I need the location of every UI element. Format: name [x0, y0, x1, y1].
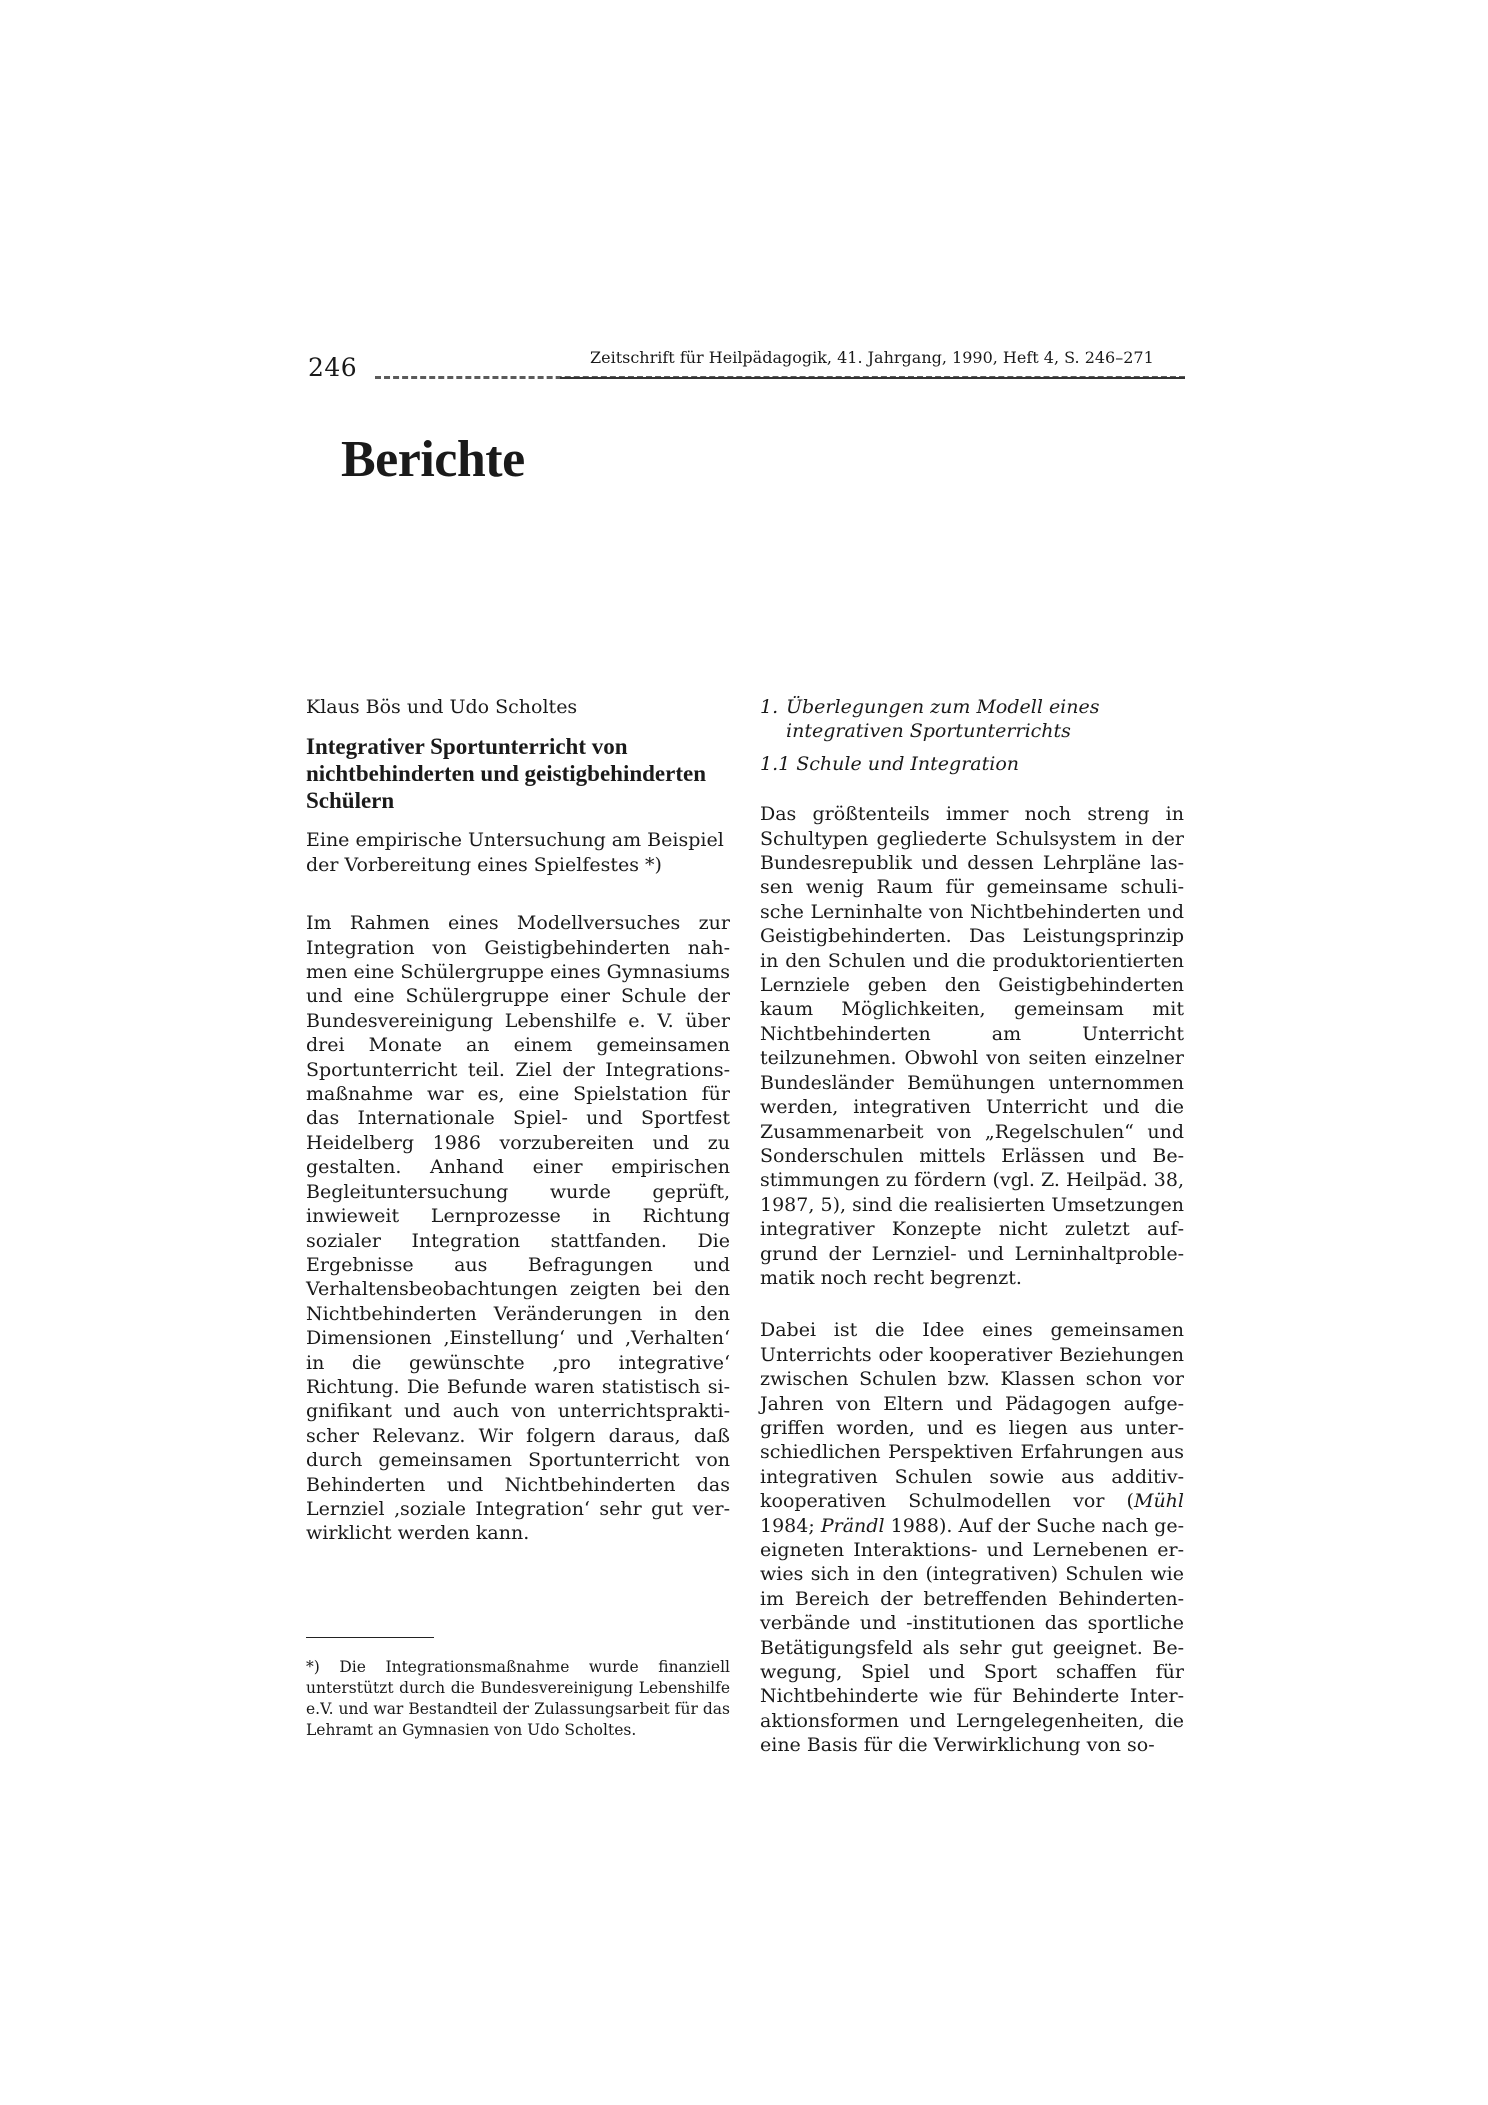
article-subtitle: Eine empirische Untersuchung am Beispiel der Vorbereitung eines Spielfestes *)	[306, 829, 724, 876]
body-paragraph-2	[760, 1318, 1184, 1757]
right-column	[760, 695, 1184, 1758]
heading-1-text: Überlegungen zum Modell eines integrativen Sportunterrichts	[786, 696, 1100, 743]
para2-part-a: Dabei ist die Idee eines gemeinsamen Unterrichts oder kooperativer Beziehungen zwischen Schulen bzw. Klassen schon vor Jahren von Eltern und Pädagogen aufgegriffen worden, und es liegen aus unterschiedlichen Perspektiven Erfahrungen aus integrativen Schulen sowie aus additiv-kooperativen Schulmodellen vor (	[760, 1319, 1184, 1513]
left-column	[306, 695, 730, 1546]
footnote: *) Die Integrationsmaßnahme wurde finanziell unterstützt durch die Bundesvereinigung Lebenshilfe e.V. und war Bestandteil der Zulassungsarbeit für das Lehramt an Gymnasien von Udo Scholtes.	[306, 1658, 730, 1739]
page-number: 246	[308, 353, 358, 382]
article-authors: Klaus Bös und Udo Scholtes	[306, 696, 578, 718]
citation-praendl: Prändl	[820, 1514, 885, 1537]
para2-part-c: 1988). Auf der Suche nach geeigneten Interaktions- und Lernebenen erwies sich in den (integrativen) Schulen wie im Bereich der betreffenden Behindertenverbände und -institutionen das sportliche Betätigungsfeld als sehr gut geeignet. Bewegung, Spiel und Sport schaffen für Nichtbehinderte wie für Behinderte Interaktionsformen und Lerngelegenheiten, die eine Basis für die Verwirklichung von so-	[760, 1514, 1185, 1757]
heading-1	[760, 695, 1184, 744]
journal-citation: Zeitschrift für Heilpädagogik, 41. Jahrgang, 1990, Heft 4, S. 246–271	[590, 348, 1154, 367]
header-rule-solid	[560, 377, 1185, 379]
article-title: Integrativer Sportunterricht von nichtbehinderten und geistigbehinderten Schülern	[306, 734, 706, 814]
heading-1-number: 1.	[760, 696, 779, 718]
para2-part-b: 1984;	[760, 1514, 821, 1537]
section-title: Berichte	[341, 431, 525, 488]
abstract-paragraph: Im Rahmen eines Modellversuches zur Integration von Geistigbehinderten nahmen eine Schülergruppe eines Gymnasiums und eine Schülergruppe einer Schule der Bundesvereinigung Lebenshilfe e. V. über drei Monate an einem gemeinsamen Sportunterricht teil. Ziel der Integrationsmaßnahme war es, eine Spielstation für das Internationale Spiel- und Sportfest Heidelberg 1986 vorzubereiten und zu gestalten. Anhand einer empirischen Begleituntersuchung wurde geprüft, inwieweit Lernprozesse in Richtung sozialer Integration stattfanden. Die Ergebnisse aus Befragungen und Verhaltensbeobachtungen zeigten bei den Nichtbehinderten Veränderungen in den Dimensionen ‚Einstellung‘ und ‚Verhalten‘ in die gewünschte ‚pro integrative‘ Richtung. Die Befunde waren statistisch signifikant und auch von unterrichtspraktischer Relevanz. Wir folgern daraus, daß durch gemeinsamen Sportunterricht von Behinderten und Nichtbehinderten das Lernziel ‚soziale Integration‘ sehr gut verwirklicht werden kann.	[306, 912, 730, 1545]
body-paragraph-1: Das größtenteils immer noch streng in Schultypen gegliederte Schulsystem in der Bundesrepublik und dessen Lehrpläne lassen wenig Raum für gemeinsame schulische Lerninhalte von Nichtbehinderten und Geistigbehinderten. Das Leistungsprinzip in den Schulen und die produktorientierten Lernziele geben den Geistigbehinderten kaum Möglichkeiten, gemeinsam mit Nichtbehinderten am Unterricht teilzunehmen. Obwohl von seiten einzelner Bundesländer Bemühungen unternommen werden, integrativen Unterricht und die Zusammenarbeit von „Regelschulen“ und Sonderschulen mittels Erlässen und Bestimmungen zu fördern (vgl. Z. Heilpäd. 38, 1987, 5), sind die realisierten Umsetzungen integrativer Konzepte nicht zuletzt aufgrund der Lernziel- und Lerninhaltproblematik noch recht begrenzt.	[760, 803, 1184, 1289]
heading-1-1: 1.1 Schule und Integration	[760, 752, 1020, 775]
footnote-rule	[306, 1637, 434, 1638]
citation-muehl: Mühl	[1133, 1490, 1184, 1513]
